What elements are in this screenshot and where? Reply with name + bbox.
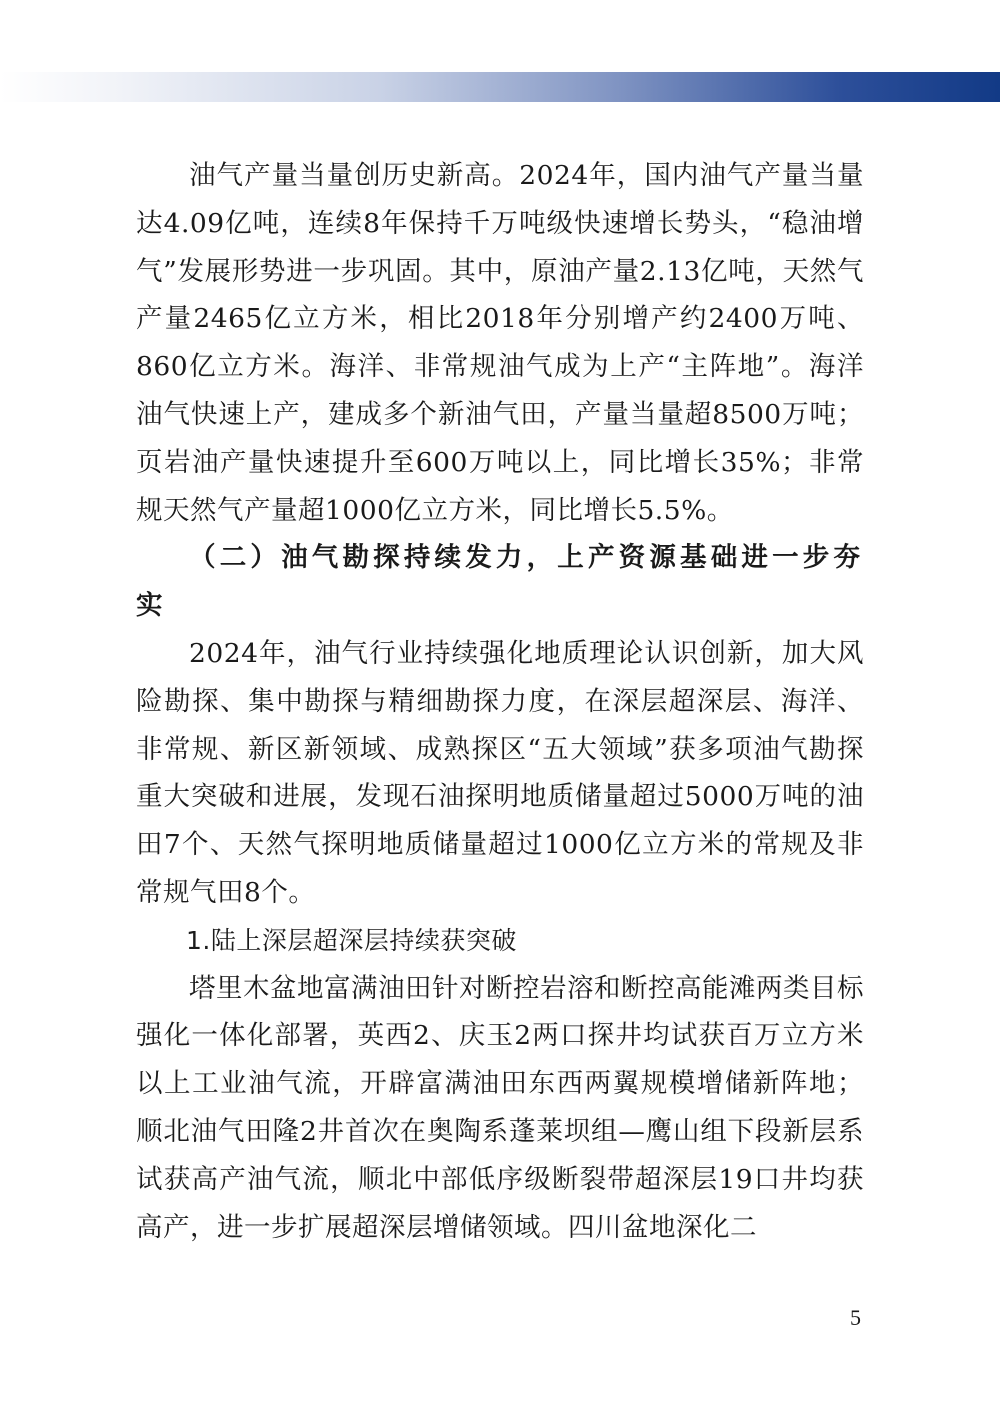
paragraph-oil-gas-output: 油气产量当量创历史新高。2024年，国内油气产量当量达4.09亿吨，连续8年保持千万吨级快速增长势头，“稳油增气”发展形势进一步巩固。其中，原油产量2.13亿吨，天然气产量2465亿立方米，相比2018年分别增产约2400万吨、860亿立方米。海洋、非常规油气成为上产“主阵地”。海洋油气快速上产，建成多个新油气田，产量当量超8500万吨；页岩油产量快速提升至600万吨以上，同比增长35%；非常规天然气产量超1000亿立方米，同比增长5.5%。 bbox=[136, 160, 864, 526]
paragraph-exploration-summary: 2024年，油气行业持续强化地质理论认识创新，加大风险勘探、集中勘探与精细勘探力度，在深层超深层、海洋、非常规、新区新领域、成熟探区“五大领域”获多项油气勘探重大突破和进展，发现石油探明地质储量超过5000万吨的油田7个、天然气探明地质储量超过1000亿立方米的常规及非常规气田8个。 bbox=[136, 637, 864, 908]
page-number: 5 bbox=[850, 1305, 861, 1330]
header-decorative-band bbox=[0, 72, 1000, 102]
section-heading-exploration: （二）油气勘探持续发力，上产资源基础进一步夯实 bbox=[136, 542, 864, 622]
subheading-onshore-deep: 1.陆上深层超深层持续获突破 bbox=[186, 925, 517, 955]
page-body bbox=[136, 152, 864, 1251]
paragraph-tarim-basin: 塔里木盆地富满油田针对断控岩溶和断控高能滩两类目标强化一体化部署，英西2、庆玉2两口探井均试获百万立方米以上工业油气流，开辟富满油田东西两翼规模增储新阵地；顺北油气田隆2井首次在奥陶系蓬莱坝组—鹰山组下段新层系试获高产油气流，顺北中部低序级断裂带超深层19口井均获高产，进一步扩展超深层增储领域。四川盆地深化二 bbox=[136, 972, 864, 1243]
